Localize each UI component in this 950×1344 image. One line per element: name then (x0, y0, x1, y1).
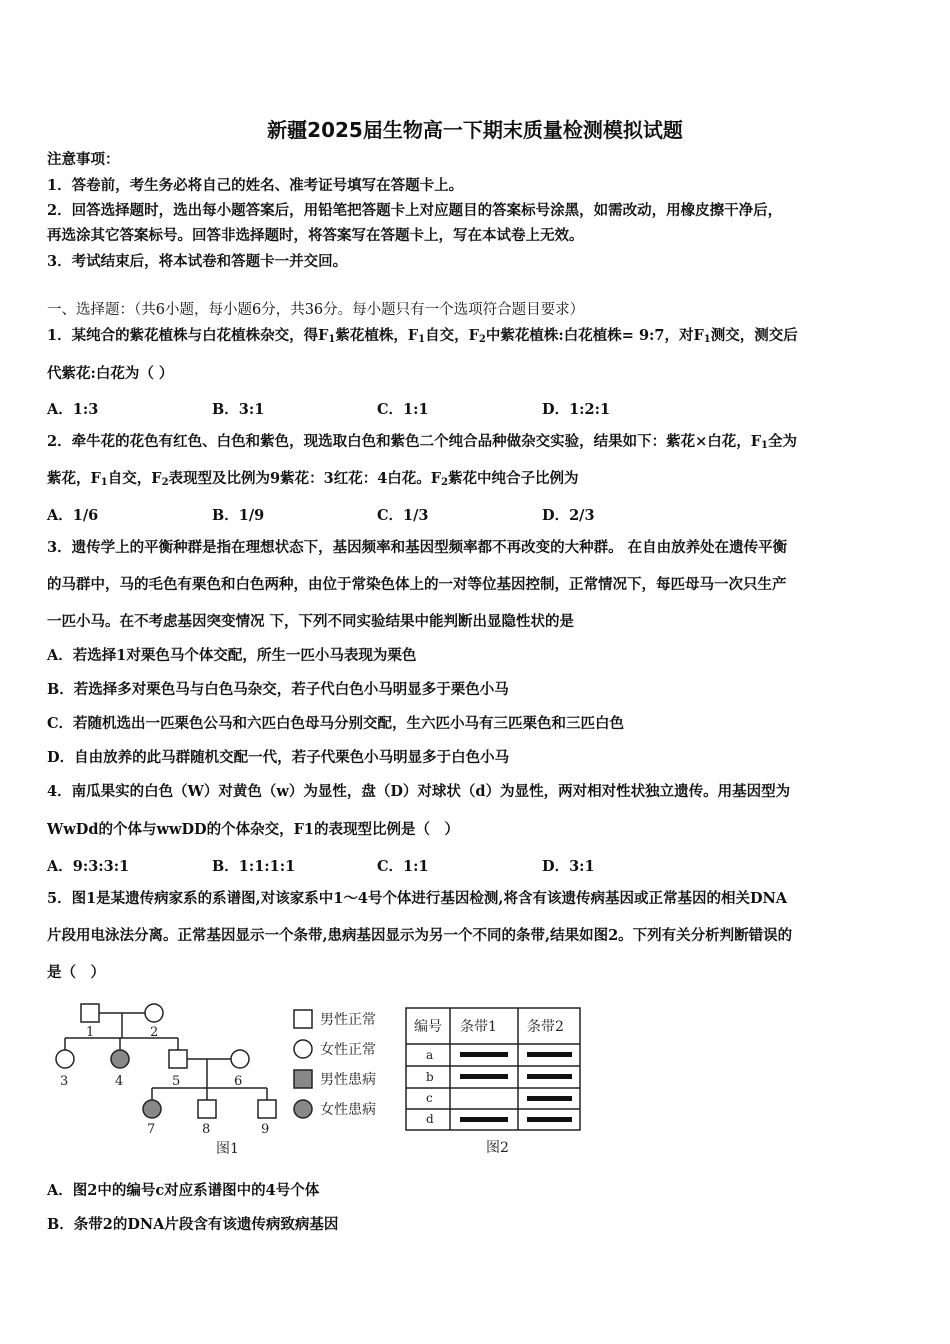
table-header-id: 编号 (414, 1019, 442, 1035)
table-row-a: a (426, 1048, 434, 1062)
legend-male-affected: 男性患病 (320, 1072, 376, 1088)
notice-item-2-cont: 再选涂其它答案标号。回答非选择题时，将答案写在答题卡上，写在本试卷上无效。 (47, 227, 584, 244)
notice-heading: 注意事项： (47, 151, 120, 168)
q3-option-d[interactable]: D．自由放养的此马群随机交配一代，若子代栗色小马明显多于白色小马 (47, 749, 510, 766)
q1-option-a[interactable]: A．1:3 (47, 401, 99, 418)
individual-1-male-normal (81, 1004, 99, 1022)
q3-line-2: 的马群中，马的毛色有栗色和白色两种，由位于常染色体上的一对等位基因控制，正常情况下，每匹母马一次只生产 (47, 576, 787, 593)
pedigree-label-6: 6 (234, 1074, 243, 1089)
q4-option-d[interactable]: D．3:1 (542, 858, 595, 875)
band-b-1 (460, 1074, 508, 1079)
q3-option-c[interactable]: C．若随机选出一匹栗色公马和六匹白色母马分别交配，生六匹小马有三匹栗色和三匹白色 (47, 715, 625, 732)
band-d-2 (527, 1117, 572, 1122)
q5-line-1: 5．图1是某遗传病家系的系谱图,对该家系中1～4号个体进行基因检测,将含有该遗传病基因或正常基因的相关DNA (47, 890, 788, 907)
q3-line-3: 一匹小马。在不考虑基因突变情况 下，下列不同实验结果中能判断出显隐性状的是 (47, 613, 575, 630)
band-a-2 (527, 1052, 572, 1057)
individual-2-female-normal (145, 1004, 163, 1022)
q3-option-a[interactable]: A．若选择1对栗色马个体交配，所生一匹小马表现为栗色 (47, 647, 417, 664)
q5-line-3: 是（ ） (47, 964, 105, 981)
q3-line-1: 3．遗传学上的平衡种群是指在理想状态下，基因频率和基因型频率都不再改变的大种群。 在自由放养处在遗传平衡 (47, 539, 788, 556)
q5-option-b[interactable]: B．条带2的DNA片段含有该遗传病致病基因 (47, 1216, 339, 1233)
q4-option-c[interactable]: C．1:1 (377, 858, 429, 875)
q2-option-b[interactable]: B．1/9 (212, 507, 265, 524)
q2-line-2: 紫花，$F_1$自交，$F_2$表现型及比例为9紫花：3红花：4白花。$F_2$紫花中纯合子比例为 (47, 470, 579, 488)
legend-female-normal: 女性正常 (320, 1042, 376, 1058)
q1-line-1: 1．某纯合的紫花植株与白花植株杂交，得$F_1$紫花植株，$F_1$自交，$F_2$中紫花植株:白花植株= 9:7，对$F_1$测交，测交后 (47, 327, 798, 345)
page-title: 新疆2025届生物高一下期末质量检测模拟试题 (267, 118, 683, 142)
notice-item-2: 2．回答选择题时，选出每小题答案后，用铅笔把答题卡上对应题目的答案标号涂黑，如需改动，用橡皮擦干净后， (47, 202, 783, 219)
table-row-b: b (426, 1070, 434, 1084)
notice-item-1: 1．答卷前，考生务必将自己的姓名、准考证号填写在答题卡上。 (47, 177, 464, 194)
pedigree-label-3: 3 (60, 1074, 69, 1089)
band-a-1 (460, 1052, 508, 1057)
pedigree-label-9: 9 (261, 1122, 270, 1137)
q2-line-1: 2．牵牛花的花色有红色、白色和紫色，现选取白色和紫色二个纯合品种做杂交实验，结果如下：紫花×白花，$F_1$全为 (47, 433, 797, 451)
legend-male-normal: 男性正常 (320, 1012, 376, 1028)
legend-male-normal-icon (294, 1010, 312, 1028)
q5-option-a[interactable]: A．图2中的编号c对应系谱图中的4号个体 (47, 1182, 320, 1199)
individual-8-male-normal (198, 1100, 216, 1118)
band-b-2 (527, 1074, 572, 1079)
table-row-d: d (426, 1112, 434, 1126)
q2-option-d[interactable]: D．2/3 (542, 507, 595, 524)
q1-option-b[interactable]: B．3:1 (212, 401, 265, 418)
figure1-caption: 图1 (216, 1141, 239, 1157)
individual-7-female-affected (143, 1100, 161, 1118)
pedigree-label-5: 5 (172, 1074, 181, 1089)
table-row-c: c (426, 1091, 433, 1105)
band-c-2 (527, 1096, 572, 1101)
pedigree-label-4: 4 (115, 1074, 124, 1089)
pedigree-label-2: 2 (150, 1025, 159, 1040)
pedigree-label-7: 7 (147, 1122, 156, 1137)
legend-female-normal-icon (294, 1040, 312, 1058)
q4-line-1: 4．南瓜果实的白色（W）对黄色（w）为显性，盘（D）对球状（d）为显性，两对相对性状独立遗传。用基因型为 (47, 783, 791, 800)
q4-line-2: WwDd的个体与wwDD的个体杂交，F1的表现型比例是（ ） (47, 821, 459, 838)
q4-option-b[interactable]: B．1:1:1:1 (212, 858, 296, 875)
band-table-figure (400, 1002, 590, 1162)
pedigree-figure (40, 998, 400, 1163)
table-header-band2: 条带2 (527, 1019, 564, 1035)
notice-item-3: 3．考试结束后，将本试卷和答题卡一并交回。 (47, 253, 348, 270)
q2-option-a[interactable]: A．1/6 (47, 507, 99, 524)
pedigree-label-1: 1 (86, 1025, 95, 1040)
individual-3-female-normal (56, 1050, 74, 1068)
q2-option-c[interactable]: C．1/3 (377, 507, 429, 524)
figure2-caption: 图2 (486, 1140, 509, 1156)
q3-option-b[interactable]: B．若选择多对栗色马与白色马杂交，若子代白色小马明显多于栗色小马 (47, 681, 509, 698)
individual-9-male-normal (258, 1100, 276, 1118)
individual-6-female-normal (231, 1050, 249, 1068)
individual-5-male-normal (169, 1050, 187, 1068)
q1-line-2: 代紫花:白花为（ ） (47, 365, 174, 382)
q1-option-d[interactable]: D．1:2:1 (542, 401, 611, 418)
legend-female-affected: 女性患病 (320, 1102, 376, 1118)
q1-option-c[interactable]: C．1:1 (377, 401, 429, 418)
q5-line-2: 片段用电泳法分离。正常基因显示一个条带,患病基因显示为另一个不同的条带,结果如图2。下列有关分析判断错误的 (47, 927, 793, 944)
table-header-band1: 条带1 (460, 1019, 497, 1035)
individual-4-female-affected (111, 1050, 129, 1068)
pedigree-label-8: 8 (202, 1122, 211, 1137)
legend-male-affected-icon (294, 1070, 312, 1088)
q4-option-a[interactable]: A．9:3:3:1 (47, 858, 130, 875)
band-d-1 (460, 1117, 508, 1122)
section-heading: 一、选择题：（共6小题，每小题6分，共36分。每小题只有一个选项符合题目要求） (47, 302, 585, 318)
legend-female-affected-icon (294, 1100, 312, 1118)
